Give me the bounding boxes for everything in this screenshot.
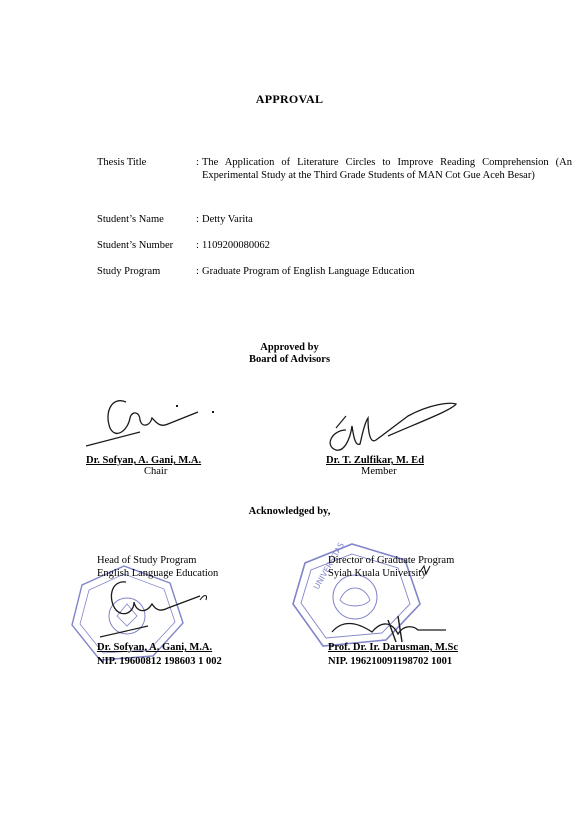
head-nip: NIP. 19600812 198603 1 002 — [97, 656, 222, 667]
head-name: Dr. Sofyan, A. Gani, M.A. — [97, 642, 213, 653]
member-signature — [330, 403, 456, 450]
chair-role: Chair — [144, 466, 168, 477]
head-title-line2: English Language Education — [97, 568, 219, 579]
svg-text:UNIVERSITAS: UNIVERSITAS — [311, 540, 347, 591]
director-signature — [332, 624, 446, 634]
member-role: Member — [361, 466, 397, 477]
approved-by-heading: Approved by — [260, 342, 319, 353]
director-title-line1: Director of Graduate Program — [328, 555, 455, 566]
board-of-advisors-heading: Board of Advisors — [248, 354, 331, 365]
chair-name: Dr. Sofyan, A. Gani, M.A. — [86, 455, 202, 466]
director-name: Prof. Dr. Ir. Darusman, M.Sc — [328, 642, 458, 653]
study-program-value: Graduate Program of English Language Education — [202, 266, 415, 277]
colon: : — [196, 214, 199, 225]
student-number-value: 1109200080062 — [202, 240, 270, 251]
thesis-title-value: The Application of Literature Circles to Improve Reading Comprehension (An Experimental Study at the Third Grade Students of MAN Cot Gue Aceh Besar) — [202, 157, 572, 181]
page-title: APPROVAL — [255, 92, 324, 106]
colon: : — [196, 240, 199, 251]
member-name: Dr. T. Zulfikar, M. Ed — [326, 455, 425, 466]
detail-label: Student’s Number — [97, 240, 174, 251]
director-nip: NIP. 196210091198702 1001 — [328, 656, 453, 667]
detail-label: Student’s Name — [97, 214, 164, 225]
student-name-value: Detty Varita — [202, 214, 253, 225]
director-title-line2: Syiah Kuala University — [328, 568, 427, 579]
head-title-line1: Head of Study Program — [97, 555, 197, 566]
detail-label: Study Program — [97, 266, 161, 277]
detail-label: Thesis Title — [97, 157, 147, 168]
acknowledged-by-heading: Acknowledged by, — [248, 506, 331, 517]
colon: : — [196, 157, 199, 168]
chair-signature — [108, 401, 198, 434]
colon: : — [196, 266, 199, 277]
